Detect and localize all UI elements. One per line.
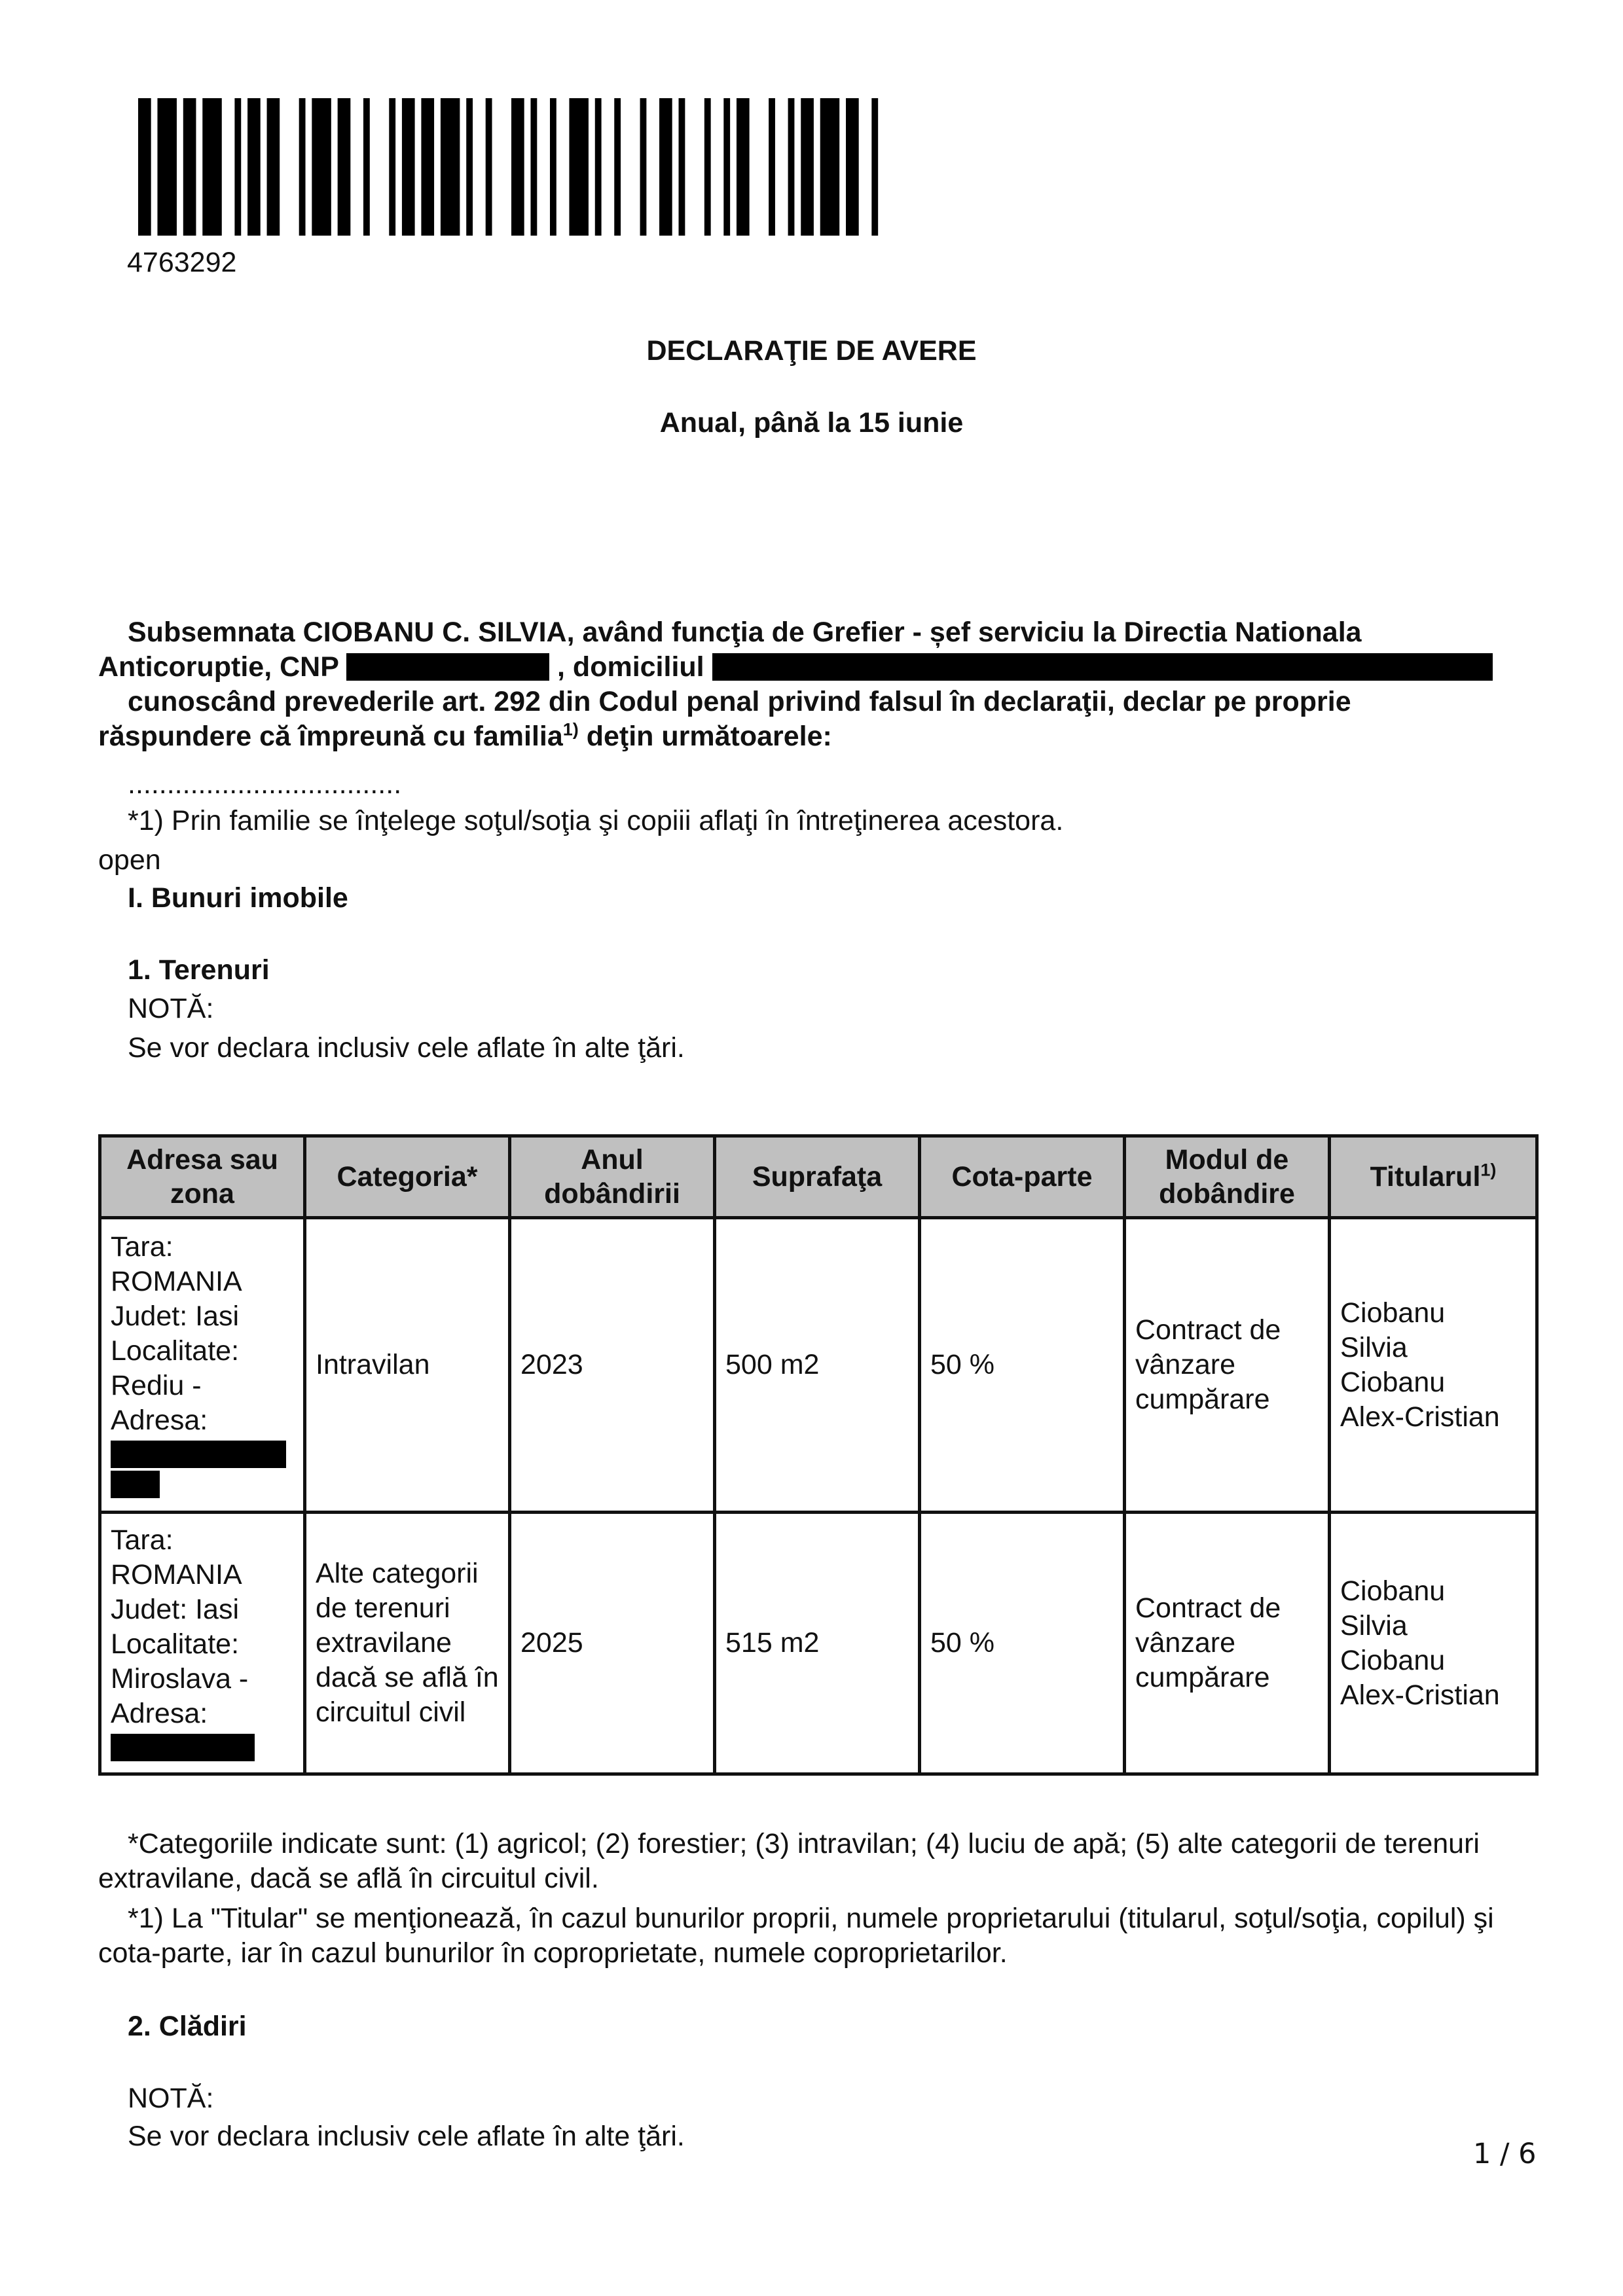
cell-mode: Contract de vânzare cumpărare xyxy=(1125,1513,1330,1774)
note-label: NOTĂ: xyxy=(128,993,214,1024)
barcode-bar xyxy=(737,98,750,236)
dotted-line: ................................... xyxy=(128,768,402,800)
barcode-bar xyxy=(530,98,537,236)
header-mode: Modul de dobândire xyxy=(1125,1136,1330,1218)
intro-line-3: cunoscând prevederile art. 292 din Codul penal privind falsul în declaraţii, declar pe proprie xyxy=(128,686,1351,717)
barcode-bar xyxy=(466,98,473,236)
header-year: Anul dobândirii xyxy=(510,1136,715,1218)
address-line: Rediu - xyxy=(111,1369,202,1401)
barcode-bar xyxy=(595,98,602,236)
declaration-intro xyxy=(98,615,1525,754)
barcode-bar xyxy=(486,98,492,236)
header-owner xyxy=(1330,1136,1537,1218)
redacted-address xyxy=(111,1734,255,1761)
barcode-bar xyxy=(820,98,839,236)
barcode-bar xyxy=(421,98,434,236)
barcode-bar xyxy=(871,98,878,236)
address-line: Judet: Iasi xyxy=(111,1300,239,1332)
cell-owners xyxy=(1330,1218,1537,1513)
footnote-titular: *1) La "Titular" se menţionează, în cazul bunurilor proprii, numele proprietarului (titularul, soţul/soţia, copilul) şi cota-parte, iar în cazul bunurilor în coproprietate, numele coproprietarilor. xyxy=(98,1903,1494,1969)
barcode-bar xyxy=(338,98,351,236)
barcode-bar xyxy=(569,98,588,236)
table-header-row xyxy=(100,1136,1537,1218)
cell-address xyxy=(100,1513,305,1774)
barcode-number: 4763292 xyxy=(127,247,237,278)
address-line: ROMANIA xyxy=(111,1558,242,1590)
address-line: ROMANIA xyxy=(111,1265,242,1297)
intro-line-4 xyxy=(98,719,1525,754)
barcode-bar xyxy=(704,98,711,236)
barcode-bar xyxy=(511,98,524,236)
cell-category: Intravilan xyxy=(305,1218,510,1513)
owner-line: Silvia xyxy=(1340,1331,1408,1363)
footnote-ref: 1) xyxy=(562,719,579,740)
barcode-bar xyxy=(801,98,814,236)
barcode-bar xyxy=(614,98,621,236)
owner-line: Silvia xyxy=(1340,1609,1408,1641)
address-line: Tara: xyxy=(111,1524,173,1556)
address-line: Localitate: xyxy=(111,1335,240,1367)
header-area: Suprafaţa xyxy=(715,1136,920,1218)
intro-line-4-end: deţin următoarele: xyxy=(578,721,832,752)
intro-domicile-label: , domiciliul xyxy=(557,651,704,683)
barcode-bar xyxy=(723,98,730,236)
cell-area: 500 m2 xyxy=(715,1218,920,1513)
cell-year: 2023 xyxy=(510,1218,715,1513)
redacted-domicile xyxy=(712,653,1493,681)
barcode-bar xyxy=(363,98,370,236)
document-title: DECLARAŢIE DE AVERE xyxy=(646,335,977,367)
owner-line: Alex-Cristian xyxy=(1340,1679,1500,1711)
section-heading-bunuri-imobile: I. Bunuri imobile xyxy=(128,882,348,914)
subsection-heading-terenuri: 1. Terenuri xyxy=(128,954,270,986)
barcode-bar xyxy=(234,98,241,236)
header-category: Categoria* xyxy=(305,1136,510,1218)
subsection-heading-cladiri: 2. Clădiri xyxy=(128,2011,247,2042)
barcode-bar xyxy=(769,98,775,236)
barcode-bar xyxy=(267,98,280,236)
table-row xyxy=(100,1218,1537,1513)
intro-cnp-label: Anticoruptie, CNP xyxy=(98,651,339,683)
table-row xyxy=(100,1513,1537,1774)
owner-line: Ciobanu xyxy=(1340,1366,1446,1398)
address-line: Adresa: xyxy=(111,1697,208,1729)
header-owner-label: Titularul xyxy=(1370,1161,1481,1193)
barcode-bar xyxy=(441,98,460,236)
note-label: NOTĂ: xyxy=(128,2083,214,2114)
owner-line: Ciobanu xyxy=(1340,1644,1446,1676)
cell-owners xyxy=(1330,1513,1537,1774)
cell-area: 515 m2 xyxy=(715,1513,920,1774)
barcode-bar xyxy=(679,98,685,236)
address-line: Tara: xyxy=(111,1230,173,1263)
address-line: Miroslava - xyxy=(111,1662,249,1695)
barcode-bar xyxy=(640,98,647,236)
barcode-bar xyxy=(312,98,331,236)
open-label: open xyxy=(98,844,161,876)
cell-category: Alte categorii de terenuri extravilane dacă se află în circuitul civil xyxy=(305,1513,510,1774)
owner-line: Alex-Cristian xyxy=(1340,1401,1500,1433)
intro-line-4-start: răspundere că împreună cu familia xyxy=(98,721,563,752)
barcode xyxy=(138,98,884,236)
address-line: Judet: Iasi xyxy=(111,1593,239,1625)
header-share: Cota-parte xyxy=(920,1136,1125,1218)
barcode-bar xyxy=(183,98,196,236)
cell-address xyxy=(100,1218,305,1513)
intro-line-1: Subsemnata CIOBANU C. SILVIA, având funcţia de Grefier - șef serviciu la Directia Nationala xyxy=(128,617,1362,648)
family-note: *1) Prin familie se înţelege soţul/soţia şi copiii aflaţi în întreţinerea acestora. xyxy=(128,805,1064,836)
owner-line: Ciobanu xyxy=(1340,1575,1446,1607)
barcode-bar xyxy=(138,98,151,236)
barcode-bar xyxy=(846,98,859,236)
cell-year: 2025 xyxy=(510,1513,715,1774)
address-line: Localitate: xyxy=(111,1628,240,1660)
cell-share: 50 % xyxy=(920,1513,1125,1774)
cell-share: 50 % xyxy=(920,1218,1125,1513)
note-text: Se vor declara inclusiv cele aflate în alte ţări. xyxy=(128,2121,685,2152)
barcode-bar xyxy=(299,98,306,236)
address-line: Adresa: xyxy=(111,1404,208,1436)
page-number: 1 / 6 xyxy=(1473,2138,1537,2170)
barcode-bar xyxy=(550,98,556,236)
barcode-bar xyxy=(157,98,176,236)
redacted-address xyxy=(111,1471,160,1498)
barcode-bar xyxy=(659,98,672,236)
document-subtitle: Anual, până la 15 iunie xyxy=(659,407,964,439)
intro-line-2 xyxy=(98,650,1525,685)
footnote-categories: *Categoriile indicate sunt: (1) agricol; (2) forestier; (3) intravilan; (4) luciu de apă; (5) alte categorii de terenuri extravilane, dacă se află în circuitul civil. xyxy=(98,1828,1480,1894)
header-address: Adresa sau zona xyxy=(100,1136,305,1218)
barcode-bar xyxy=(788,98,795,236)
barcode-bar xyxy=(202,98,221,236)
barcode-bar xyxy=(389,98,395,236)
redacted-cnp xyxy=(346,653,549,681)
land-table xyxy=(98,1134,1539,1776)
header-owner-footnote-ref: 1) xyxy=(1480,1160,1497,1180)
barcode-bar xyxy=(402,98,415,236)
note-text: Se vor declara inclusiv cele aflate în alte ţări. xyxy=(128,1032,685,1064)
owner-line: Ciobanu xyxy=(1340,1297,1446,1329)
redacted-address xyxy=(111,1441,286,1468)
cell-mode: Contract de vânzare cumpărare xyxy=(1125,1218,1330,1513)
barcode-bar xyxy=(247,98,261,236)
